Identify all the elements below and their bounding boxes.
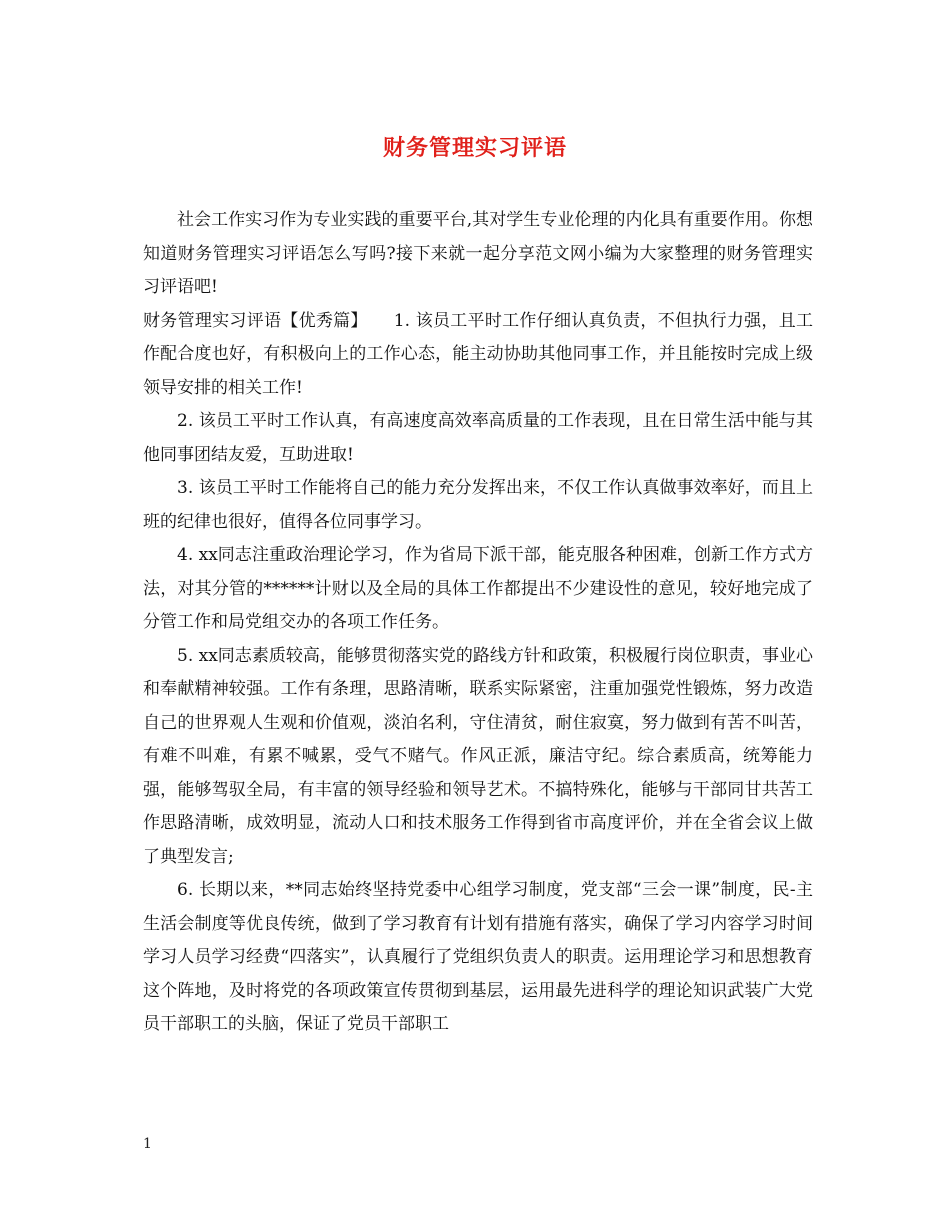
comment-paragraph-6: 6. 长期以来，**同志始终坚持党委中心组学习制度，党支部“三会一课”制度，民-主生活会制度等优良传统，做到了学习教育有计划有措施有落实，确保了学习内容学习时间学习人员学习经费“四落实”，认真履行了党组织负责人的职责。运用理论学习和思想教育这个阵地，及时将党的各项政策宣传贯彻到基层，运用最先进科学的理论知识武装广大党员干部职工的头脑，保证了党员干部职工 — [143, 880, 813, 1034]
intro-paragraph: 社会工作实习作为专业实践的重要平台,其对学生专业伦理的内化具有重要作用。你想知道财务管理实习评语怎么写吗?接下来就一起分享范文网小编为大家整理的财务管理实习评语吧! — [143, 210, 813, 297]
comment-paragraph-4: 4. xx同志注重政治理论学习，作为省局下派干部，能克服各种困难，创新工作方式方法，对其分管的******计财以及全局的具体工作都提出不少建设性的意见，较好地完成了分管工作和局党组交办的各项工作任务。 — [143, 545, 813, 632]
section-heading-paragraph: 财务管理实习评语【优秀篇】 1. 该员工平时工作仔细认真负责，不但执行力强，且工作配合度也好，有积极向上的工作心态，能主动协助其他同事工作，并且能按时完成上级领导安排的相关工作! — [143, 310, 813, 398]
comment-paragraph-2: 2. 该员工平时工作认真，有高速度高效率高质量的工作表现，且在日常生活中能与其他同事团结友爱，互助进取! — [143, 411, 813, 465]
comment-paragraph-3: 3. 该员工平时工作能将自己的能力充分发挥出来，不仅工作认真做事效率好，而且上班的纪律也很好，值得各位同事学习。 — [143, 478, 813, 532]
comment-paragraph-5: 5. xx同志素质较高，能够贯彻落实党的路线方针和政策，积极履行岗位职责，事业心和奉献精神较强。工作有条理，思路清晰，联系实际紧密，注重加强党性锻炼，努力改造自己的世界观人生观和价值观，淡泊名利，守住清贫，耐住寂寞，努力做到有苦不叫苦，有难不叫难，有累不喊累，受气不赌气。作风正派，廉洁守纪。综合素质高，统筹能力强，能够驾驭全局，有丰富的领导经验和领导艺术。不搞特殊化，能够与干部同甘共苦工作思路清晰，成效明显，流动人口和技术服务工作得到省市高度评价，并在全省会议上做了典型发言; — [143, 645, 813, 867]
document-title: 财务管理实习评语 — [382, 135, 567, 161]
document-body — [143, 204, 813, 1042]
page-number: 1 — [143, 1136, 152, 1152]
